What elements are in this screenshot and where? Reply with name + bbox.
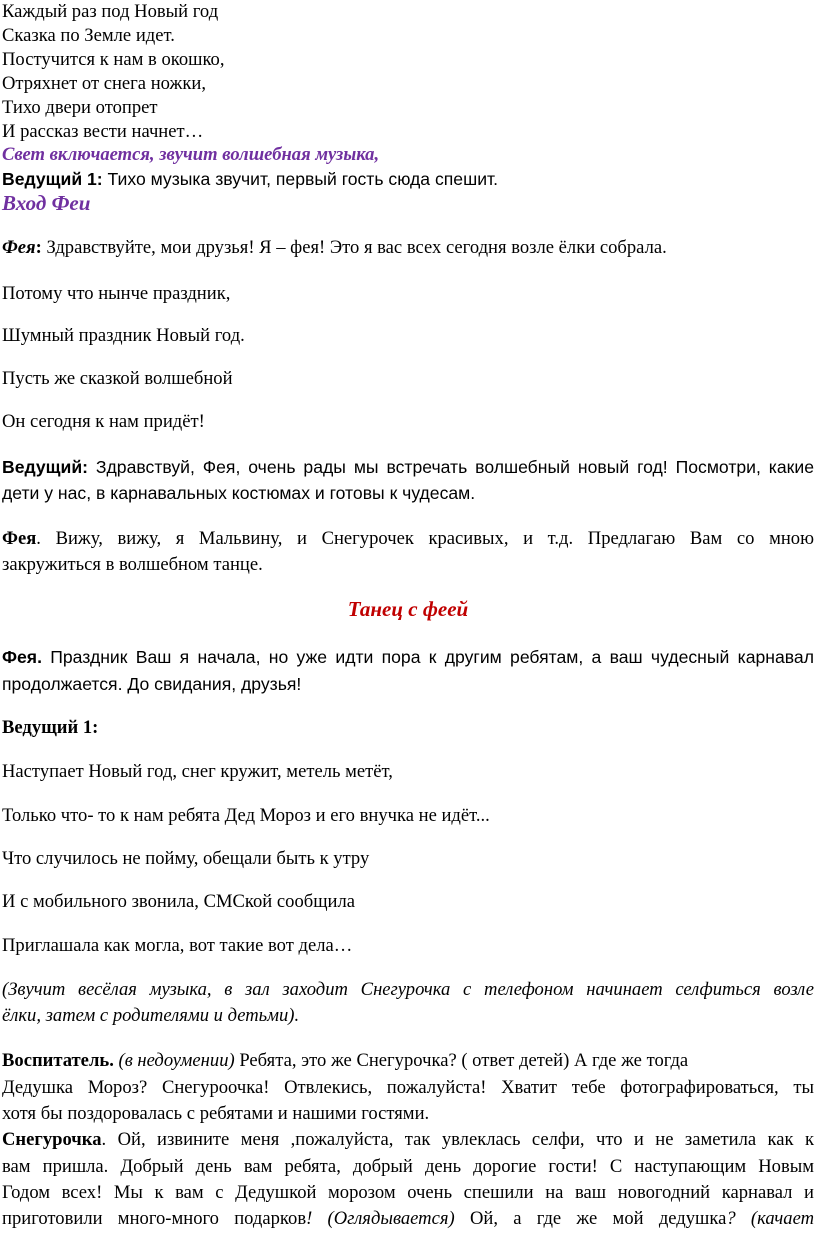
- speaker-label: Фея: [2, 528, 37, 549]
- dance-heading: Танец с феей: [347, 597, 469, 621]
- stage-note: (в недоумении): [113, 1050, 235, 1071]
- speech-text: . Вижу, вижу, я Мальвину, и Снегурочек красивых, и т.д. Предлагаю Вам со мною: [36, 528, 814, 549]
- fairy-line-cont: продолжается. До свидания, друзья!: [2, 674, 302, 694]
- host-poem-line: Приглашала как могла, вот такие вот дела…: [2, 935, 353, 956]
- snegurochka-line-cont: Годом всех! Мы к вам с Дедушкой морозом очень спешили на ваш новогодний карнавал и: [2, 1182, 814, 1203]
- speaker-label: Фея.: [2, 647, 42, 667]
- fairy-line: [2, 529, 814, 549]
- host-line: [2, 458, 814, 477]
- stage-direction: (Звучит весёлая музыка, в зал заходит Снегурочка с телефоном начинает селфиться возле: [2, 979, 814, 1000]
- speech-text: Праздник Ваш я начала, но уже идти пора к другим ребятам, а ваш чудесный карнавал: [41, 647, 814, 667]
- fairy-poem-line: Потому что нынче праздник,: [2, 283, 231, 304]
- speech-text: Здравствуй, Фея, очень рады мы встречать волшебный новый год! Посмотри, какие: [88, 457, 814, 477]
- host-poem-line: Наступает Новый год, снег кружит, метель метёт,: [2, 761, 393, 782]
- speaker-label: Воспитатель.: [2, 1050, 114, 1071]
- teacher-line: [2, 1051, 688, 1071]
- host-line: [2, 170, 498, 189]
- speech-text: . Ой, извините меня ,пожалуйста, так увлеклась селфи, что и не заметила как к: [101, 1129, 814, 1150]
- speech-text: Ребята, это же Снегурочка? ( ответ детей) А где же тогда: [234, 1050, 689, 1071]
- speaker-label: Снегурочка: [2, 1129, 102, 1150]
- host-poem-line: Что случилось не пойму, обещали быть к утру: [2, 848, 370, 869]
- stage-note: ? (качает: [726, 1208, 815, 1229]
- snegurochka-line: [2, 1130, 814, 1150]
- teacher-line-cont: Дедушка Мороз? Снегуроочка! Отвлекись, пожалуйста! Хватит тебе фотографироваться, ты: [2, 1077, 814, 1098]
- fairy-poem-line: Пусть же сказкой волшебной: [2, 368, 233, 389]
- fairy-poem-line: Шумный праздник Новый год.: [2, 325, 245, 346]
- host-poem-line: Только что- то к нам ребята Дед Мороз и его внучка не идёт...: [2, 805, 490, 826]
- stage-direction-cont: ёлки, затем с родителями и детьми).: [2, 1005, 300, 1026]
- poem-line: Каждый раз под Новый год: [2, 1, 219, 22]
- speech-text: Здравствуйте, мои друзья! Я – фея! Это я вас всех сегодня возле ёлки собрала.: [41, 237, 667, 258]
- speaker-label: Ведущий 1:: [2, 169, 103, 189]
- stage-note: ! (Оглядывается): [306, 1208, 455, 1229]
- poem-line: Тихо двери отопрет: [2, 97, 158, 118]
- poem-line: Отряхнет от снега ножки,: [2, 73, 206, 94]
- snegurochka-line-cont: вам пришла. Добрый день вам ребята, добрый день дорогие гости! С наступающим Новым: [2, 1156, 814, 1177]
- host-line-cont: дети у нас, в карнавальных костюмах и готовы к чудесам.: [2, 483, 476, 503]
- speaker-label: Ведущий:: [2, 457, 88, 477]
- poem-line: Постучится к нам в окошко,: [2, 49, 225, 70]
- teacher-line-cont: хотя бы поздоровалась с ребятами и нашими гостями.: [2, 1103, 430, 1124]
- host-poem-line: И с мобильного звонила, СМСкой сообщила: [2, 891, 356, 912]
- fairy-line-cont: закружиться в волшебном танце.: [2, 554, 263, 575]
- poem-line: Сказка по Земле идет.: [2, 25, 175, 46]
- snegurochka-line-cont: [2, 1209, 814, 1229]
- poem-line: И рассказ вести начнет…: [2, 121, 204, 142]
- stage-direction: Свет включается, звучит волшебная музыка,: [2, 144, 380, 165]
- section-heading: Вход Феи: [2, 191, 91, 215]
- speaker-label: Фея: [2, 237, 36, 258]
- fairy-line: [2, 238, 667, 258]
- speaker-colon: :: [35, 237, 42, 258]
- speaker-label: Ведущий 1:: [2, 717, 99, 738]
- speech-text: Ой, а где же мой дедушка: [454, 1208, 727, 1229]
- speech-text: приготовили много-много подарков: [2, 1208, 307, 1229]
- fairy-poem-line: Он сегодня к нам придёт!: [2, 411, 205, 432]
- speech-text: Тихо музыка звучит, первый гость сюда спешит.: [102, 169, 499, 189]
- fairy-line: [2, 648, 814, 667]
